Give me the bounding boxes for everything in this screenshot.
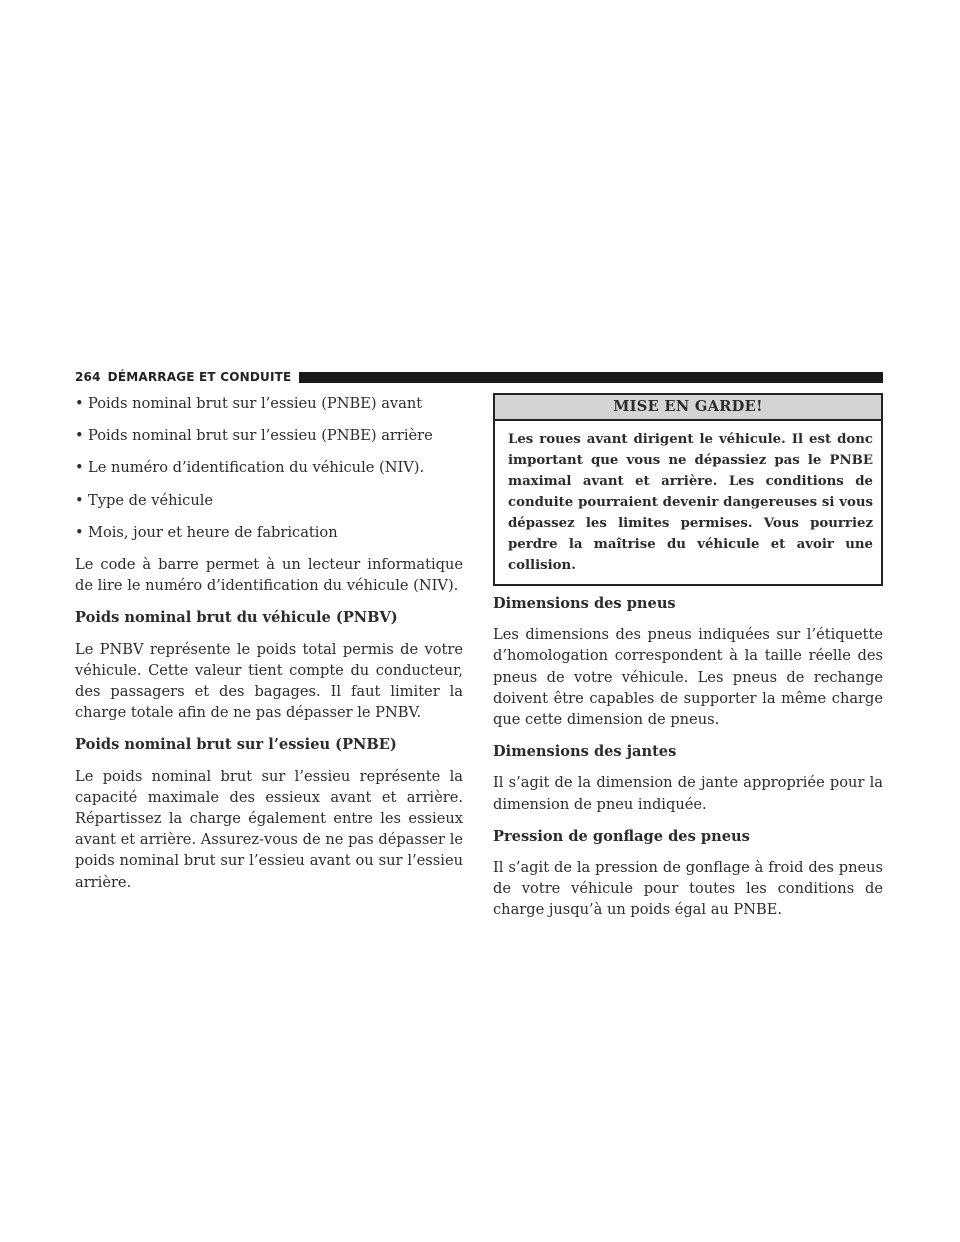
rim-size-heading: Dimensions des jantes	[493, 743, 677, 761]
page-number: 264	[75, 370, 101, 384]
label-items-list	[75, 393, 463, 543]
list-item: • Poids nominal brut sur l’essieu (PNBE) avant	[75, 393, 463, 414]
warning-box	[493, 393, 883, 586]
pnbv-heading: Poids nominal brut du véhicule (PNBV)	[75, 609, 398, 627]
list-item: • Poids nominal brut sur l’essieu (PNBE) arrière	[75, 425, 463, 446]
right-column	[493, 393, 883, 932]
warning-title: MISE EN GARDE!	[495, 395, 881, 421]
section-title: DÉMARRAGE ET CONDUITE	[107, 370, 292, 384]
pnbe-paragraph: Le poids nominal brut sur l’essieu représente la capacité maximale des essieux avant et arrière. Répartissez la charge également entre les essieux avant et arrière. Assurez-vous de ne pas dépasser le poids nominal brut sur l’essieu avant ou sur l’essieu arrière.	[75, 767, 463, 891]
header-rule	[299, 372, 883, 383]
pnbe-heading: Poids nominal brut sur l’essieu (PNBE)	[75, 736, 397, 754]
rim-size-paragraph: Il s’agit de la dimension de jante appropriée pour la dimension de pneu indiquée.	[493, 774, 883, 813]
barcode-paragraph: Le code à barre permet à un lecteur informatique de lire le numéro d’identification du véhicule (NIV).	[75, 556, 463, 595]
page-header	[75, 370, 883, 384]
tire-size-heading: Dimensions des pneus	[493, 595, 676, 612]
list-item: • Type de véhicule	[75, 490, 463, 511]
list-item: • Le numéro d’identification du véhicule (NIV).	[75, 457, 463, 478]
left-column	[75, 393, 463, 904]
tire-size-paragraph: Les dimensions des pneus indiquées sur l’étiquette d’homologation correspondent à la taille réelle des pneus de votre véhicule. Les pneus de rechange doivent être capables de supporter la même charge que cette dimension de pneus.	[493, 626, 883, 729]
pnbv-paragraph: Le PNBV représente le poids total permis de votre véhicule. Cette valeur tient compte du conducteur, des passagers et des bagages. Il faut limiter la charge totale afin de ne pas dépasser le PNBV.	[75, 640, 463, 722]
pressure-heading: Pression de gonflage des pneus	[493, 827, 750, 845]
pressure-paragraph: Il s’agit de la pression de gonflage à froid des pneus de votre véhicule pour toutes les conditions de charge jusqu’à un poids égal au PNBE.	[493, 859, 883, 919]
warning-body: Les roues avant dirigent le véhicule. Il est donc important que vous ne dépassiez pas le PNBE maximal avant et arrière. Les conditions de conduite pourraient devenir dangereuses si vous dépassez les limites permises. Vous pourriez perdre la maîtrise du véhicule et avoir une collision.	[508, 432, 873, 573]
list-item: • Mois, jour et heure de fabrication	[75, 522, 463, 543]
